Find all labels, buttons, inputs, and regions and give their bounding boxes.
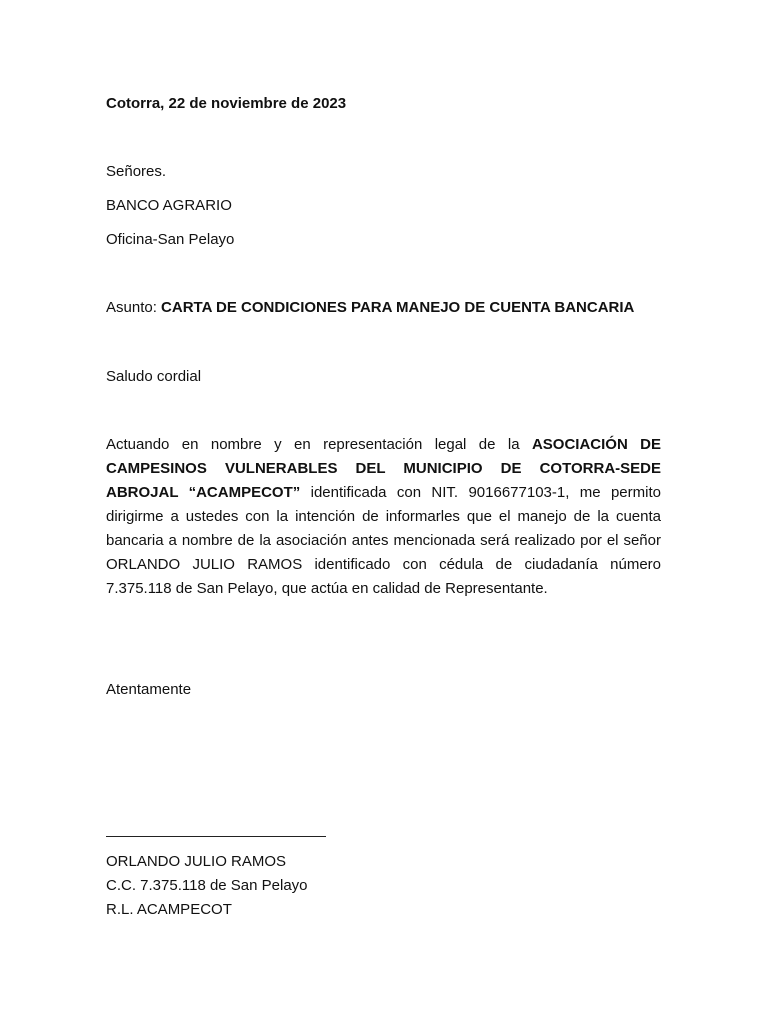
subject-text: CARTA DE CONDICIONES PARA MANEJO DE CUENTA BANCARIA <box>161 299 635 316</box>
body-rest: identificada con NIT. 9016677103-1, me permito dirigirme a ustedes con la intención de informarles que el manejo de la cuenta bancaria a nombre de la asociación antes mencionada será realizado por el señor ORLANDO JULIO RAMOS identificado con cédula de ciudadanía número 7.375.118 de San Pelayo, que actúa en calidad de Representante. <box>106 484 661 597</box>
recipient-bank: BANCO AGRARIO <box>106 197 232 214</box>
subject-label: Asunto: <box>106 299 162 316</box>
greeting: Saludo cordial <box>106 368 202 385</box>
signer-role: R.L. ACAMPECOT <box>106 901 232 918</box>
date-line: Cotorra, 22 de noviembre de 2023 <box>106 95 347 112</box>
recipient-office: Oficina-San Pelayo <box>106 231 235 248</box>
signer-name: ORLANDO JULIO RAMOS <box>106 853 287 870</box>
signer-id: C.C. 7.375.118 de San Pelayo <box>106 877 308 894</box>
recipient-salutation: Señores. <box>106 163 167 180</box>
closing: Atentamente <box>106 681 192 698</box>
body-paragraph <box>106 433 661 601</box>
subject-line <box>106 298 634 318</box>
association-name: ASOCIACIÓN DE CAMPESINOS VULNERABLES DEL MUNICIPIO DE COTORRA-SEDE ABROJAL “ACAMPECOT” <box>106 436 662 501</box>
signature-line <box>106 836 326 837</box>
body-intro: Actuando en nombre y en representación legal de la <box>106 436 532 453</box>
